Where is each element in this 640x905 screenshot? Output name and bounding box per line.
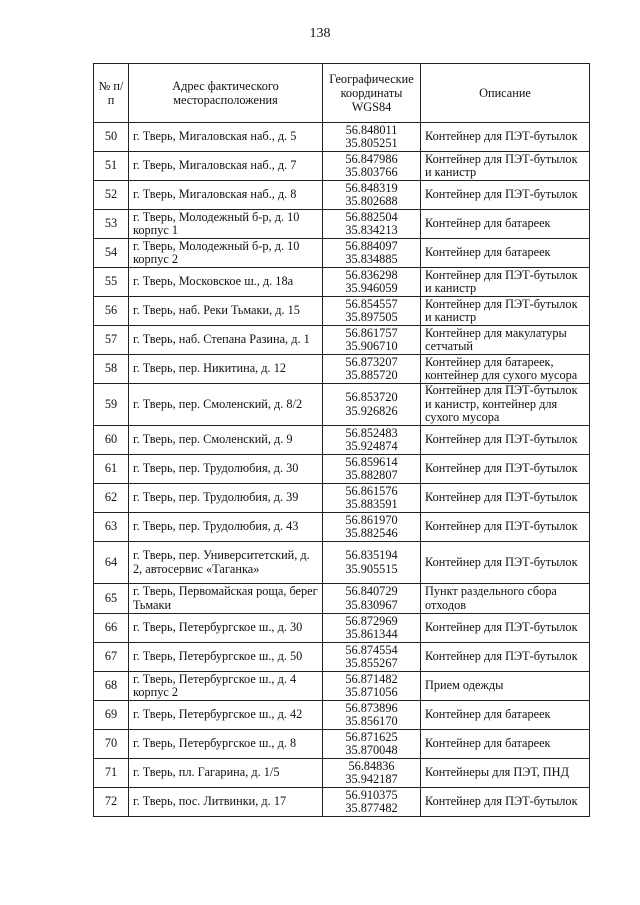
row-address: г. Тверь, пер. Трудолюбия, д. 30: [129, 455, 323, 484]
row-coordinates: [323, 297, 421, 326]
row-address: г. Тверь, Молодежный б-р, д. 10 корпус 2: [129, 239, 323, 268]
row-address: г. Тверь, пер. Университетский, д. 2, автосервис «Таганка»: [129, 542, 323, 584]
row-coordinates: [323, 672, 421, 701]
row-address: г. Тверь, Петербургское ш., д. 8: [129, 730, 323, 759]
table-row: [94, 210, 590, 239]
longitude: 35.805251: [345, 136, 398, 150]
latitude: 56.848011: [345, 122, 398, 137]
row-coordinates: [323, 788, 421, 817]
collection-points-table: [93, 63, 590, 817]
row-description: Контейнер для ПЭТ-бутылок и канистр: [421, 268, 590, 297]
row-coordinates: [323, 426, 421, 455]
table-row: [94, 426, 590, 455]
page-number: 138: [309, 26, 331, 41]
row-number: 69: [94, 701, 129, 730]
row-number: 53: [94, 210, 129, 239]
table-row: [94, 239, 590, 268]
table-body: [94, 123, 590, 817]
row-coordinates: [323, 210, 421, 239]
row-number: 55: [94, 268, 129, 297]
latitude: 56.847986: [345, 151, 398, 166]
row-description: Прием одежды: [421, 672, 590, 701]
row-address: г. Тверь, Петербургское ш., д. 50: [129, 643, 323, 672]
row-address: г. Тверь, Петербургское ш., д. 42: [129, 701, 323, 730]
row-description: Контейнер для ПЭТ-бутылок: [421, 513, 590, 542]
latitude: 56.836298: [345, 267, 398, 282]
latitude: 56.861576: [345, 483, 398, 498]
row-address: г. Тверь, Первомайская роща, берег Тьмаки: [129, 584, 323, 614]
row-description: Контейнер для ПЭТ-бутылок: [421, 123, 590, 152]
table-row: [94, 326, 590, 355]
row-coordinates: [323, 268, 421, 297]
row-description: Контейнер для ПЭТ-бутылок: [421, 181, 590, 210]
row-address: г. Тверь, пер. Трудолюбия, д. 43: [129, 513, 323, 542]
latitude: 56.861970: [345, 512, 398, 527]
latitude: 56.861757: [345, 325, 398, 340]
latitude: 56.874554: [345, 642, 398, 657]
row-description: Контейнер для батареек: [421, 730, 590, 759]
longitude: 35.856170: [345, 714, 398, 728]
row-number: 51: [94, 152, 129, 181]
row-number: 62: [94, 484, 129, 513]
row-address: г. Тверь, пл. Гагарина, д. 1/5: [129, 759, 323, 788]
latitude: 56.910375: [345, 787, 398, 802]
latitude: 56.872969: [345, 613, 398, 628]
table-row: [94, 297, 590, 326]
row-address: г. Тверь, пос. Литвинки, д. 17: [129, 788, 323, 817]
longitude: 35.834885: [345, 252, 398, 266]
longitude: 35.897505: [345, 310, 398, 324]
table-row: [94, 730, 590, 759]
table-row: [94, 455, 590, 484]
longitude: 35.870048: [345, 743, 398, 757]
table-row: [94, 268, 590, 297]
row-address: г. Тверь, Московское ш., д. 18а: [129, 268, 323, 297]
row-address: г. Тверь, Петербургское ш., д. 30: [129, 614, 323, 643]
row-number: 57: [94, 326, 129, 355]
row-coordinates: [323, 326, 421, 355]
longitude: 35.803766: [345, 165, 398, 179]
row-coordinates: [323, 484, 421, 513]
row-description: Контейнер для ПЭТ-бутылок и канистр: [421, 152, 590, 181]
longitude: 35.877482: [345, 801, 398, 815]
table-row: [94, 513, 590, 542]
row-address: г. Тверь, Мигаловская наб., д. 8: [129, 181, 323, 210]
longitude: 35.830967: [345, 597, 398, 612]
row-address: г. Тверь, Петербургское ш., д. 4 корпус 2: [129, 672, 323, 701]
row-description: Контейнер для ПЭТ-бутылок: [421, 643, 590, 672]
row-coordinates: [323, 123, 421, 152]
longitude: 35.946059: [345, 281, 398, 295]
row-coordinates: [323, 730, 421, 759]
table-row: [94, 614, 590, 643]
row-number: 59: [94, 384, 129, 426]
row-number: 52: [94, 181, 129, 210]
row-coordinates: [323, 152, 421, 181]
row-coordinates: [323, 701, 421, 730]
row-coordinates: [323, 614, 421, 643]
row-number: 63: [94, 513, 129, 542]
longitude: 35.882546: [345, 526, 398, 540]
table-row: [94, 484, 590, 513]
row-address: г. Тверь, пер. Трудолюбия, д. 39: [129, 484, 323, 513]
row-number: 70: [94, 730, 129, 759]
longitude: 35.906710: [345, 339, 398, 353]
row-description: Контейнер для ПЭТ-бутылок: [421, 455, 590, 484]
row-description: Контейнер для ПЭТ-бутылок и канистр, контейнер для сухого мусора: [421, 384, 590, 426]
header-address: Адрес фактического месторасположения: [129, 64, 323, 123]
longitude: 35.885720: [345, 368, 398, 382]
latitude: 56.873207: [345, 354, 398, 369]
longitude: 35.861344: [345, 627, 398, 641]
latitude: 56.848319: [345, 180, 398, 195]
longitude: 35.883591: [345, 497, 398, 511]
row-address: г. Тверь, пер. Смоленский, д. 9: [129, 426, 323, 455]
row-description: Контейнер для батареек: [421, 701, 590, 730]
table-row: [94, 181, 590, 210]
row-address: г. Тверь, Молодежный б-р, д. 10 корпус 1: [129, 210, 323, 239]
row-number: 54: [94, 239, 129, 268]
table-row: [94, 542, 590, 584]
table-row: [94, 355, 590, 384]
row-address: г. Тверь, пер. Смоленский, д. 8/2: [129, 384, 323, 426]
row-address: г. Тверь, наб. Реки Тьмаки, д. 15: [129, 297, 323, 326]
latitude: 56.840729: [345, 584, 398, 598]
row-number: 68: [94, 672, 129, 701]
table-row: [94, 701, 590, 730]
table-row: [94, 584, 590, 614]
row-number: 60: [94, 426, 129, 455]
latitude: 56.871482: [345, 671, 398, 686]
row-description: Контейнер для ПЭТ-бутылок: [421, 788, 590, 817]
row-number: 72: [94, 788, 129, 817]
latitude: 56.853720: [345, 390, 398, 404]
header-num: № п/п: [94, 64, 129, 123]
longitude: 35.924874: [345, 439, 398, 453]
row-description: Контейнер для макулатуры сетчатый: [421, 326, 590, 355]
row-description: Контейнеры для ПЭТ, ПНД: [421, 759, 590, 788]
row-address: г. Тверь, Мигаловская наб., д. 5: [129, 123, 323, 152]
longitude: 35.871056: [345, 685, 398, 699]
row-coordinates: [323, 513, 421, 542]
row-coordinates: [323, 759, 421, 788]
row-number: 58: [94, 355, 129, 384]
row-coordinates: [323, 455, 421, 484]
row-coordinates: [323, 643, 421, 672]
row-description: Пункт раздельного сбора отходов: [421, 584, 590, 614]
latitude: 56.859614: [345, 454, 398, 469]
row-number: 65: [94, 584, 129, 614]
row-coordinates: [323, 384, 421, 426]
row-address: г. Тверь, наб. Степана Разина, д. 1: [129, 326, 323, 355]
longitude: 35.942187: [345, 772, 398, 786]
row-number: 50: [94, 123, 129, 152]
latitude: 56.884097: [345, 238, 398, 253]
row-description: Контейнер для ПЭТ-бутылок: [421, 484, 590, 513]
row-description: Контейнер для ПЭТ-бутылок: [421, 614, 590, 643]
row-description: Контейнер для ПЭТ-бутылок: [421, 542, 590, 584]
table-row: [94, 152, 590, 181]
row-address: г. Тверь, Мигаловская наб., д. 7: [129, 152, 323, 181]
row-coordinates: [323, 239, 421, 268]
table-row: [94, 672, 590, 701]
row-address: г. Тверь, пер. Никитина, д. 12: [129, 355, 323, 384]
row-description: Контейнер для ПЭТ-бутылок и канистр: [421, 297, 590, 326]
latitude: 56.835194: [345, 548, 398, 562]
longitude: 35.834213: [345, 223, 398, 237]
table-header-row: [94, 64, 590, 123]
longitude: 35.905515: [345, 561, 398, 576]
table-row: [94, 788, 590, 817]
row-coordinates: [323, 542, 421, 584]
row-description: Контейнер для батареек: [421, 210, 590, 239]
row-description: Контейнер для батареек, контейнер для сухого мусора: [421, 355, 590, 384]
row-number: 64: [94, 542, 129, 584]
latitude: 56.871625: [345, 729, 398, 744]
table-row: [94, 123, 590, 152]
latitude: 56.873896: [345, 700, 398, 715]
row-number: 67: [94, 643, 129, 672]
row-number: 61: [94, 455, 129, 484]
table-row: [94, 759, 590, 788]
latitude: 56.882504: [345, 209, 398, 224]
table-row: [94, 643, 590, 672]
longitude: 35.855267: [345, 656, 398, 670]
row-coordinates: [323, 355, 421, 384]
row-number: 56: [94, 297, 129, 326]
row-number: 66: [94, 614, 129, 643]
header-coordinates: Географические координаты WGS84: [323, 64, 421, 123]
longitude: 35.802688: [345, 194, 398, 208]
latitude: 56.852483: [345, 425, 398, 440]
latitude: 56.84836: [348, 758, 395, 773]
row-coordinates: [323, 181, 421, 210]
table-row: [94, 384, 590, 426]
latitude: 56.854557: [345, 296, 398, 311]
row-number: 71: [94, 759, 129, 788]
row-description: Контейнер для батареек: [421, 239, 590, 268]
longitude: 35.926826: [345, 403, 398, 418]
row-description: Контейнер для ПЭТ-бутылок: [421, 426, 590, 455]
header-description: Описание: [421, 64, 590, 123]
row-coordinates: [323, 584, 421, 614]
longitude: 35.882807: [345, 468, 398, 482]
